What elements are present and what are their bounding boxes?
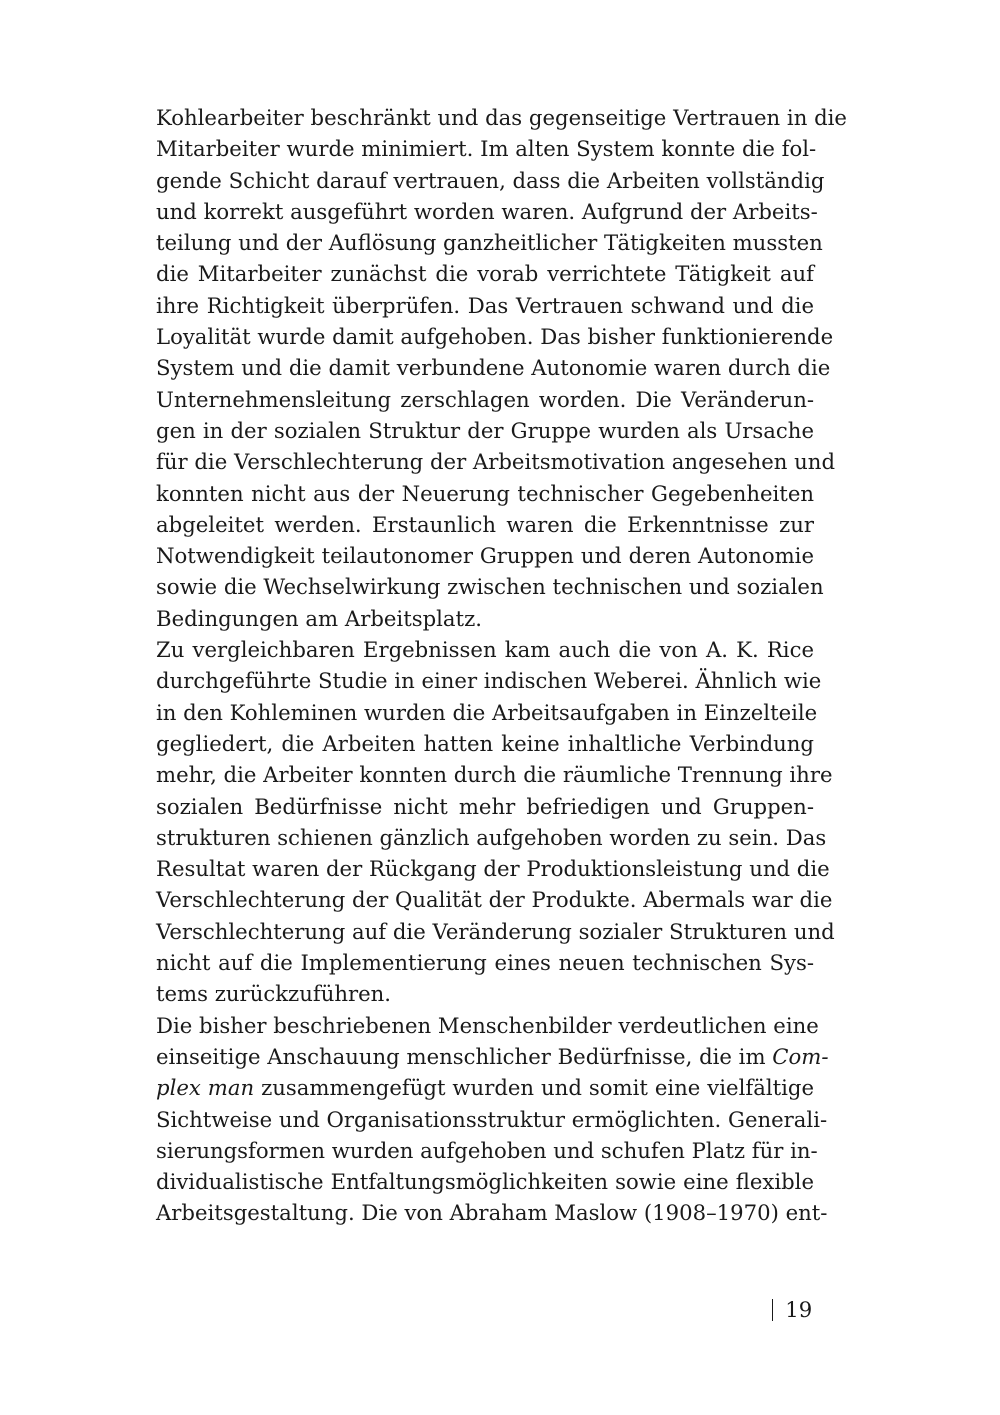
text-line — [156, 1041, 829, 1072]
text-segment: strukturen schienen gänzlich aufgehoben worden zu sein. Das — [156, 824, 827, 850]
text-line — [156, 290, 814, 321]
page-number-rule — [772, 1299, 773, 1321]
text-segment: teilung und der Auflösung ganzheitlicher Tätigkeiten mussten — [156, 230, 823, 256]
text-line — [156, 822, 827, 853]
text-line — [156, 509, 814, 540]
text-segment: tems zurückzuführen. — [156, 981, 392, 1007]
text-segment: Unternehmensleitung zerschlagen worden. Die Veränderun- — [156, 386, 814, 412]
text-line — [156, 697, 818, 728]
text-line — [156, 603, 814, 634]
text-segment: Kohlearbeiter beschränkt und das gegenseitige Vertrauen in die — [156, 105, 847, 130]
text-segment: konnten nicht aus der Neuerung technischer Gegebenheiten — [156, 480, 814, 506]
page-number: 19 — [785, 1297, 813, 1322]
text-line — [156, 665, 822, 696]
text-segment: mehr, die Arbeiter konnten durch die räumliche Trennung ihre — [156, 762, 833, 788]
text-segment: gen in der sozialen Struktur der Gruppe wurden als Ursache — [156, 417, 814, 443]
text-line — [156, 384, 814, 415]
text-segment: Sichtweise und Organisationsstruktur ermöglichten. Generali- — [156, 1106, 828, 1132]
text-line — [156, 478, 814, 509]
text-line — [156, 540, 814, 571]
text-line — [156, 1166, 814, 1197]
text-segment: Notwendigkeit teilautonomer Gruppen und deren Autonomie — [156, 543, 814, 569]
text-line — [156, 947, 814, 978]
text-segment: Loyalität wurde damit aufgehoben. Das bisher funktionierende — [156, 324, 834, 350]
text-segment: ihre Richtigkeit überprüfen. Das Vertrauen schwand und die — [156, 292, 814, 318]
text-line — [156, 165, 825, 196]
text-line — [156, 321, 834, 352]
text-segment: die Mitarbeiter zunächst die vorab verrichtete Tätigkeit auf — [156, 261, 814, 287]
text-line — [156, 415, 814, 446]
text-segment: nicht auf die Implementierung eines neuen technischen Sys- — [156, 950, 814, 976]
text-segment: einseitige Anschauung menschlicher Bedürfnisse, die im — [156, 1043, 773, 1069]
text-line — [156, 258, 814, 289]
italic-text: Com- — [772, 1043, 829, 1069]
page-footer — [772, 1294, 812, 1326]
text-line — [156, 133, 817, 164]
text-segment: Resultat waren der Rückgang der Produktionsleistung und die — [156, 856, 830, 882]
text-line — [156, 634, 814, 665]
text-segment: sierungsformen wurden aufgehoben und schufen Platz für in- — [156, 1137, 818, 1163]
text-line — [156, 102, 847, 133]
text-segment: sozialen Bedürfnisse nicht mehr befriedigen und Gruppen- — [156, 793, 814, 819]
text-segment: Arbeitsgestaltung. Die von Abraham Maslow (1908–1970) ent- — [156, 1200, 828, 1226]
text-line — [156, 1197, 828, 1228]
text-line — [156, 759, 833, 790]
text-line — [156, 571, 824, 602]
text-line — [156, 791, 814, 822]
text-segment: Die bisher beschriebenen Menschenbilder verdeutlichen eine — [156, 1012, 819, 1038]
text-segment: dividualistische Entfaltungsmöglichkeiten sowie eine flexible — [156, 1169, 814, 1195]
text-segment: sowie die Wechselwirkung zwischen technischen und sozialen — [156, 574, 824, 600]
text-segment: abgeleitet werden. Erstaunlich waren die Erkenntnisse zur — [156, 511, 814, 537]
text-segment: für die Verschlechterung der Arbeitsmotivation angesehen und — [156, 449, 836, 475]
text-segment: Verschlechterung auf die Veränderung sozialer Strukturen und — [156, 918, 835, 944]
text-line — [156, 916, 835, 947]
text-line — [156, 227, 823, 258]
paragraph — [156, 1010, 829, 1229]
text-segment: gende Schicht darauf vertrauen, dass die Arbeiten vollständig — [156, 167, 825, 193]
text-segment: gegliedert, die Arbeiten hatten keine inhaltliche Verbindung — [156, 730, 814, 756]
text-segment: durchgeführte Studie in einer indischen Weberei. Ähnlich wie — [156, 668, 822, 694]
text-segment: System und die damit verbundene Autonomie waren durch die — [156, 355, 831, 381]
paragraph — [156, 102, 847, 634]
text-line — [156, 1104, 828, 1135]
body-text — [156, 102, 847, 1229]
text-line — [156, 1072, 814, 1103]
text-line — [156, 352, 831, 383]
text-line — [156, 884, 833, 915]
paragraph — [156, 634, 835, 1010]
text-line — [156, 853, 830, 884]
text-segment: Verschlechterung der Qualität der Produkte. Abermals war die — [156, 887, 833, 913]
text-line — [156, 196, 818, 227]
text-line — [156, 1010, 819, 1041]
text-segment: Mitarbeiter wurde minimiert. Im alten System konnte die fol- — [156, 136, 817, 162]
text-segment: in den Kohleminen wurden die Arbeitsaufgaben in Einzelteile — [156, 699, 818, 725]
text-segment: Zu vergleichbaren Ergebnissen kam auch die von A. K. Rice — [156, 637, 814, 663]
text-segment: zusammengefügt wurden und somit eine vielfältige — [254, 1075, 814, 1101]
italic-text: plex man — [156, 1075, 255, 1101]
text-segment: Bedingungen am Arbeitsplatz. — [156, 605, 482, 631]
text-line — [156, 728, 814, 759]
text-segment: und korrekt ausgeführt worden waren. Aufgrund der Arbeits- — [156, 198, 818, 224]
text-line — [156, 446, 836, 477]
text-line — [156, 1135, 818, 1166]
text-line — [156, 978, 814, 1009]
